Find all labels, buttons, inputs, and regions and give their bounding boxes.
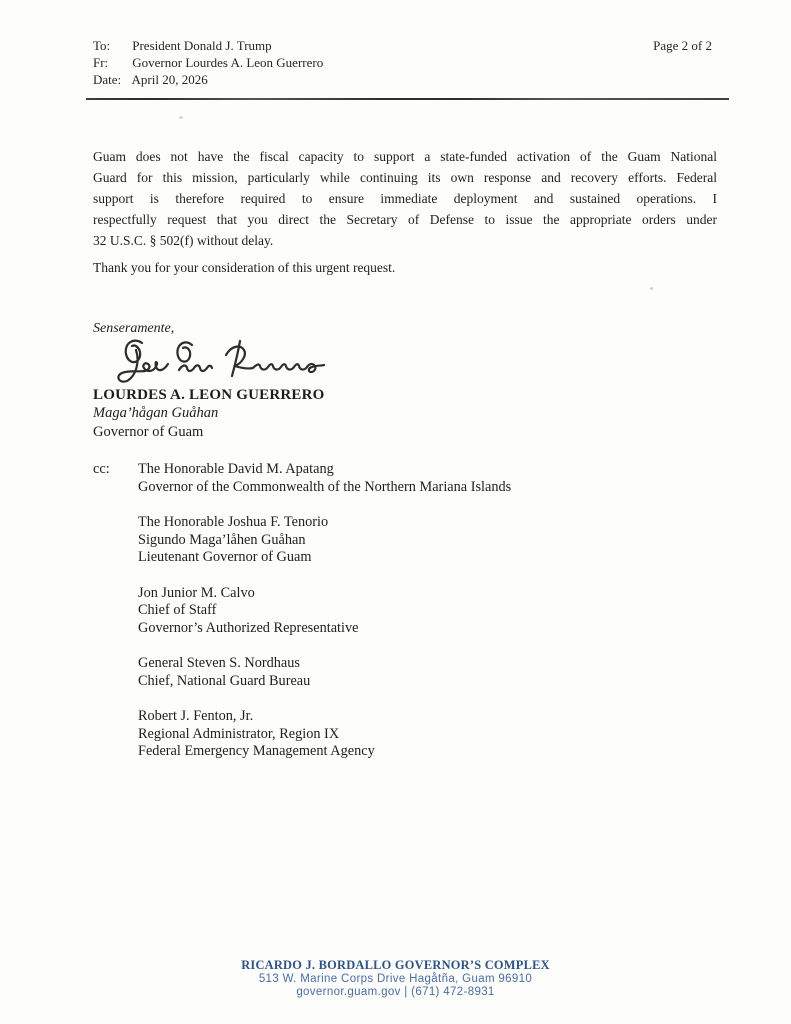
closing-paragraph: Thank you for your consideration of this urgent request. [93,260,396,275]
signer-name: LOURDES A. LEON GUERRERO [93,387,325,403]
cc-entry-line: The Honorable Joshua F. Tenorio [138,513,329,530]
signer-title-english: Governor of Guam [93,423,204,440]
memo-fr-label: Fr: [93,55,109,70]
valediction: Senseramente, [93,321,175,336]
scan-speck [179,116,183,119]
cc-entry [138,708,511,761]
body-line: 32 U.S.C. § 502(f) without delay. [93,233,274,248]
scan-speck [650,287,653,290]
cc-entry [138,585,511,638]
cc-entry-line: Robert J. Fenton, Jr. [138,708,254,725]
memo-fr-row [93,54,323,71]
cc-entry-line: The Honorable David M. Apatang [138,461,334,477]
cc-entry-line: Jon Junior M. Calvo [138,584,255,601]
body-line: respectfully request that you direct the Secretary of Defense to issue the appropriate orders under [93,212,717,227]
memo-to-value: President Donald J. Trump [132,38,272,53]
memo-fr-value: Governor Lourdes A. Leon Guerrero [132,55,324,70]
memo-header [93,37,323,88]
memo-date-row [93,71,323,88]
memo-to-row [93,37,323,54]
signer-title-chamorro: Maga’hågan Guåhan [93,405,219,422]
body-paragraph [93,146,717,251]
body-line: Guam does not have the fiscal capacity to support a state-funded activation of the Guam National [93,149,717,164]
cc-entry-line: Lieutenant Governor of Guam [138,549,312,566]
letterhead-footer [0,959,791,999]
handwritten-signature [112,334,344,388]
cc-entry-line: General Steven S. Nordhaus [138,655,300,672]
cc-entry-line: Regional Administrator, Region IX [138,725,340,742]
header-divider [86,98,729,100]
cc-entry-line: Governor of the Commonwealth of the Northern Mariana Islands [138,478,512,495]
cc-entry [138,514,511,567]
cc-entry-line: Governor’s Authorized Representative [138,619,359,636]
cc-label: cc: [93,461,110,477]
body-line: support is therefore required to ensure immediate deployment and sustained operations. I [93,191,717,206]
memo-to-label: To: [93,38,111,53]
memo-date-label: Date: [93,72,122,87]
footer-complex-name: RICARDO J. BORDALLO GOVERNOR’S COMPLEX [241,958,550,972]
page-number: Page 2 of 2 [653,38,712,53]
body-line: Guard for this mission, particularly while continuing its own response and recovery efforts. Federal [93,170,717,185]
memo-date-value: April 20, 2026 [131,72,208,87]
footer-address: 513 W. Marine Corps Drive Hagåtña, Guam 96910 [258,972,533,985]
cc-entry [138,655,511,690]
signer-block [93,386,325,441]
cc-entry-line: Chief of Staff [138,602,217,619]
cc-entry [138,461,511,496]
cc-entry-line: Chief, National Guard Bureau [138,672,311,689]
cc-entry-line: Sigundo Maga’låhen Guåhan [138,531,306,548]
cc-block [93,461,511,779]
cc-entry-line: Federal Emergency Management Agency [138,743,375,760]
footer-contact: governor.guam.gov | (671) 472-8931 [296,985,495,998]
cc-entries [138,461,511,779]
